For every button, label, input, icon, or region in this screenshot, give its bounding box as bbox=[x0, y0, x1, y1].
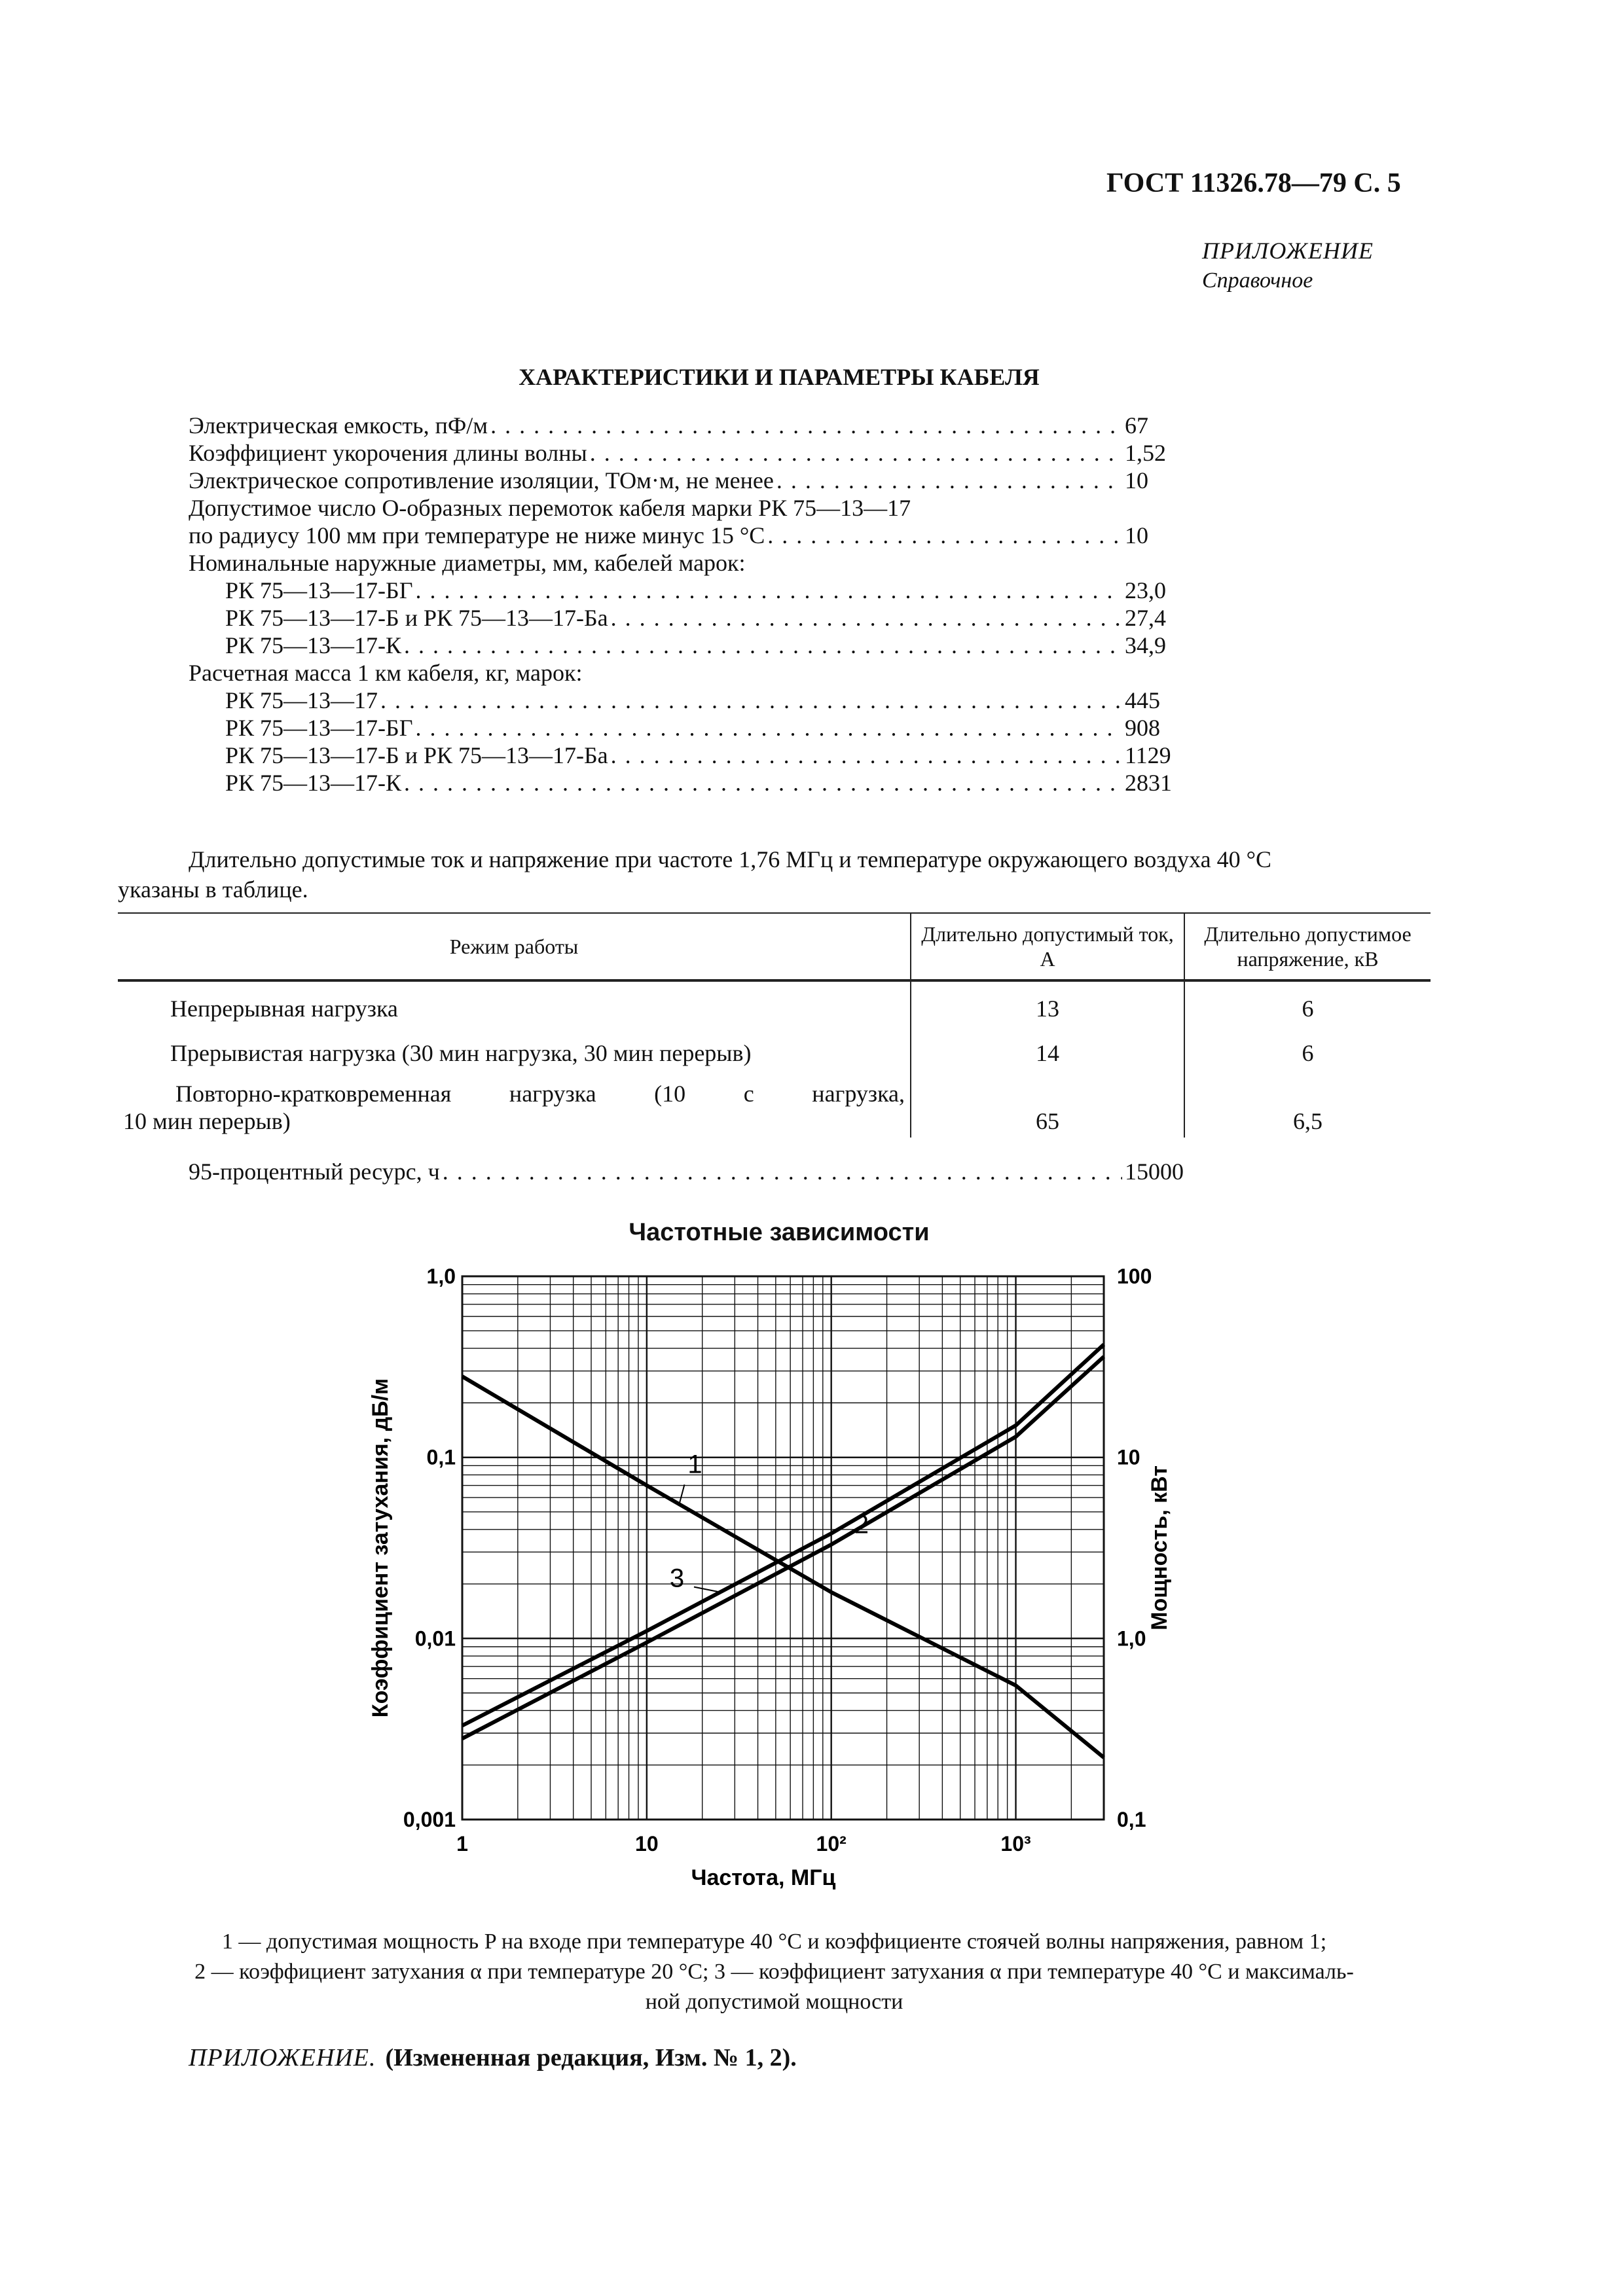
page-title: ХАРАКТЕРИСТИКИ И ПАРАМЕТРЫ КАБЕЛЯ bbox=[519, 364, 1040, 390]
chart-title: Частотные зависимости bbox=[629, 1219, 930, 1246]
current-voltage-table bbox=[118, 912, 1431, 1138]
footer-note: ПРИЛОЖЕНИЕ. (Измененная редакция, Изм. № 1, 2). bbox=[189, 2044, 797, 2072]
y-left-tick-label: 0,01 bbox=[414, 1626, 456, 1651]
x-axis-label: Частота, МГц bbox=[691, 1865, 836, 1890]
table-row: Прерывистая нагрузка (30 мин нагрузка, 30 мин перерыв) 14 6 bbox=[118, 1025, 1431, 1069]
spec-row: Коэффициент укорочения длины волны . . . 1,52 bbox=[189, 440, 1190, 467]
spec-row: РК 75—13—17-БГ . . . 23,0 bbox=[189, 577, 1190, 605]
figure-caption: 1 — допустимая мощность P на входе при температуре 40 °С и коэффициенте стоячей волны напряжения, равном 1; 2 — коэффициент затухания α при температуре 20 °С; 3 — коэффициент затухания α при температуре 40 °С и максималь- ной допустимой мощности bbox=[194, 1929, 1354, 2014]
y-right-tick-label: 100 bbox=[1117, 1265, 1152, 1288]
resource-row: 95-процентный ресурс, ч . . . 15000 bbox=[189, 1158, 1190, 1186]
table-intro-paragraph: Длительно допустимые ток и напряжение при частоте 1,76 МГц и температуре окружающего воздуха 40 °С указаны в таблице. bbox=[118, 846, 1272, 903]
x-tick-label: 10 bbox=[635, 1832, 659, 1856]
spec-row: РК 75—13—17-Б и РК 75—13—17-Ба . . . 1129 bbox=[189, 742, 1190, 770]
table-row: Непрерывная нагрузка 13 6 bbox=[118, 980, 1431, 1025]
x-tick-label: 1 bbox=[456, 1832, 468, 1856]
spec-row: Электрическая емкость, пФ/м . . . 67 bbox=[189, 412, 1190, 440]
table-header-current: Длительно допустимый ток, А bbox=[911, 913, 1184, 980]
table-header-voltage: Длительно допустимое напряжение, кВ bbox=[1184, 913, 1431, 980]
x-tick-label: 10² bbox=[816, 1832, 847, 1856]
spec-group-heading: Номинальные наружные диаметры, мм, кабелей марок: bbox=[189, 550, 746, 576]
spec-group-heading: Расчетная масса 1 км кабеля, кг, марок: bbox=[189, 660, 583, 686]
spec-row: по радиусу 100 мм при температуре не ниже минус 15 °С . . . 10 bbox=[189, 522, 1190, 550]
y-right-tick-label: 10 bbox=[1117, 1445, 1140, 1469]
y-left-tick-label: 0,1 bbox=[426, 1445, 456, 1469]
series-label: 1 bbox=[687, 1450, 702, 1479]
spec-row: РК 75—13—17-БГ . . . 908 bbox=[189, 715, 1190, 742]
appendix-label: ПРИЛОЖЕНИЕ bbox=[1202, 238, 1374, 264]
series-leader-line bbox=[694, 1587, 720, 1592]
spec-row: Электрическое сопротивление изоляции, ТОм·м, не менее . . . 10 bbox=[189, 467, 1190, 495]
series-label: 2 bbox=[854, 1510, 869, 1539]
y-left-tick-label: 1,0 bbox=[426, 1265, 456, 1288]
spec-row: РК 75—13—17-К . . . 2831 bbox=[189, 770, 1190, 797]
document-header: ГОСТ 11326.78—79 С. 5 bbox=[1106, 168, 1401, 198]
spec-row: РК 75—13—17 . . . 445 bbox=[189, 687, 1190, 715]
table-row: Повторно-кратковременная нагрузка (10 с нагрузка, 10 мин перерыв) 65 6,5 bbox=[118, 1069, 1431, 1138]
table-header-mode: Режим работы bbox=[118, 913, 911, 980]
appendix-type: Справочное bbox=[1202, 268, 1313, 293]
spec-list bbox=[189, 412, 1190, 797]
series-label: 3 bbox=[669, 1564, 685, 1593]
x-tick-label: 10³ bbox=[1000, 1832, 1031, 1856]
y-left-tick-label: 0,001 bbox=[403, 1808, 456, 1831]
spec-row: Допустимое число О-образных перемоток кабеля марки РК 75—13—17 bbox=[189, 495, 911, 521]
spec-row: РК 75—13—17-К . . . 34,9 bbox=[189, 632, 1190, 660]
y-left-axis-label: Коэффициент затухания, дБ/м bbox=[368, 1378, 393, 1718]
frequency-chart bbox=[340, 1257, 1192, 1911]
y-right-tick-label: 1,0 bbox=[1117, 1626, 1146, 1651]
y-right-axis-label: Мощность, кВт bbox=[1147, 1465, 1172, 1630]
spec-row: РК 75—13—17-Б и РК 75—13—17-Ба . . . 27,4 bbox=[189, 605, 1190, 632]
series-leader-line bbox=[679, 1484, 684, 1504]
y-right-tick-label: 0,1 bbox=[1117, 1808, 1146, 1831]
